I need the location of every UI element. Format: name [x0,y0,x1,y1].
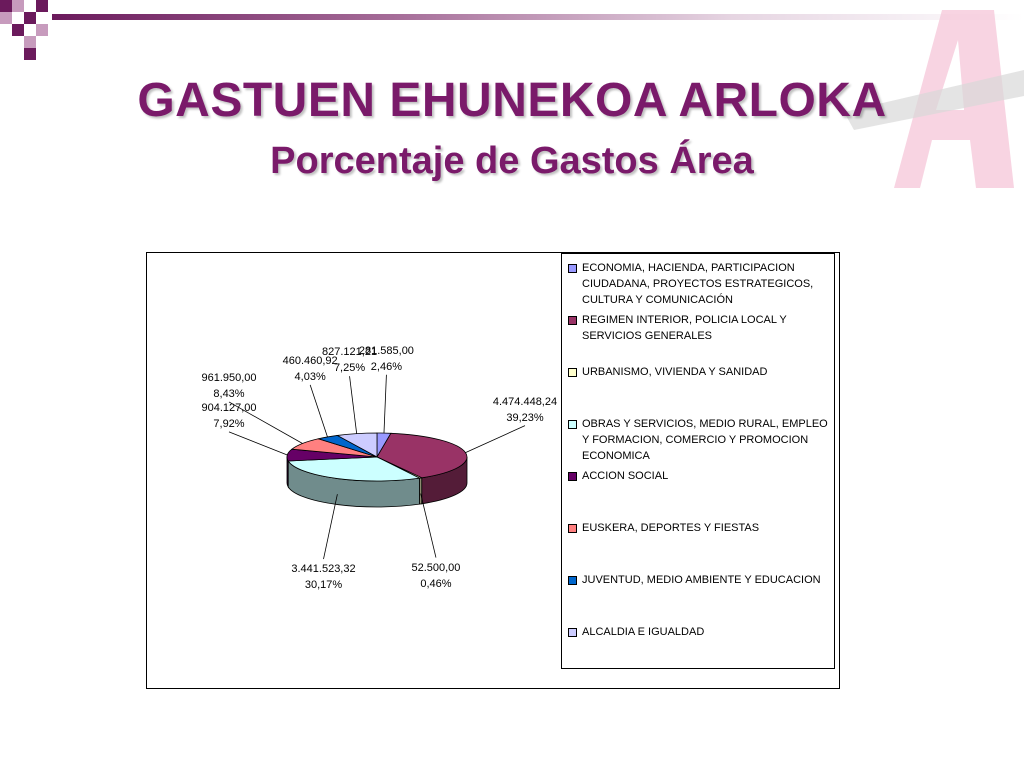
leader-line-0 [384,375,386,433]
legend-label: ECONOMIA, HACIENDA, PARTICIPACION CIUDADANA, PROYECTOS ESTRATEGICOS, CULTURA Y COMUNICACIÓN [582,262,814,306]
data-label-value: 52.500,00 [411,561,461,574]
data-label-percent: 0,46% [420,577,452,590]
legend-swatch [568,628,577,637]
data-label-value: 961.950,00 [201,371,257,384]
legend-label: ALCALDIA E IGUALDAD [582,626,705,638]
pie-chart-svg [147,253,561,690]
legend-swatch [568,264,577,273]
data-label-percent: 7,92% [213,417,245,430]
leader-line-4 [229,432,287,455]
data-label-value: 827.121,21 [322,346,378,359]
pie-chart [146,252,840,689]
leader-line-1 [465,426,525,453]
data-label-percent: 39,23% [506,411,544,424]
data-label-value: 3.441.523,32 [291,563,356,576]
leader-line-7 [350,376,357,433]
legend-swatch [568,472,577,481]
legend-label: REGIMEN INTERIOR, POLICIA LOCAL Y SERVICIOS GENERALES [582,314,787,342]
page-subtitle: Porcentaje de Gastos Área [270,140,754,182]
data-label-5 [189,370,269,402]
data-label-value: 460.460,92 [282,354,338,367]
data-label-percent: 30,17% [304,579,343,592]
legend-label: EUSKERA, DEPORTES Y FIESTAS [582,522,760,534]
data-label-percent: 4,03% [294,370,326,383]
chart-legend [561,253,835,669]
corner-squares-icon [0,0,80,60]
page-title: GASTUEN EHUNEKOA ARLOKA [137,74,887,127]
legend-swatch [568,368,577,377]
legend-label: OBRAS Y SERVICIOS, MEDIO RURAL, EMPLEO Y FORMACION, COMERCIO Y PROMOCION ECONOMICA [582,418,828,462]
data-label-7 [310,344,390,376]
legend-label: JUVENTUD, MEDIO AMBIENTE Y EDUCACION [582,574,821,586]
leader-line-6 [310,385,327,437]
data-label-value: 4.474.448,24 [492,395,558,408]
data-label-4 [189,400,269,432]
leader-line-2 [421,494,436,558]
data-label-percent: 8,43% [213,387,245,400]
data-label-percent: 7,25% [333,362,366,375]
data-label-value: 904.127,00 [201,401,257,414]
legend-label: URBANISMO, VIVIENDA Y SANIDAD [582,366,768,378]
legend-swatch [568,316,577,325]
data-label-2 [396,560,476,592]
legend-label: ACCION SOCIAL [582,470,669,482]
legend-swatch [568,524,577,533]
data-label-1 [485,394,565,426]
legend-swatch [568,576,577,585]
data-label-percent: 2,46% [370,360,402,373]
legend-swatch [568,420,577,429]
data-label-3 [284,561,364,593]
data-label-value: 281.585,00 [358,344,414,357]
